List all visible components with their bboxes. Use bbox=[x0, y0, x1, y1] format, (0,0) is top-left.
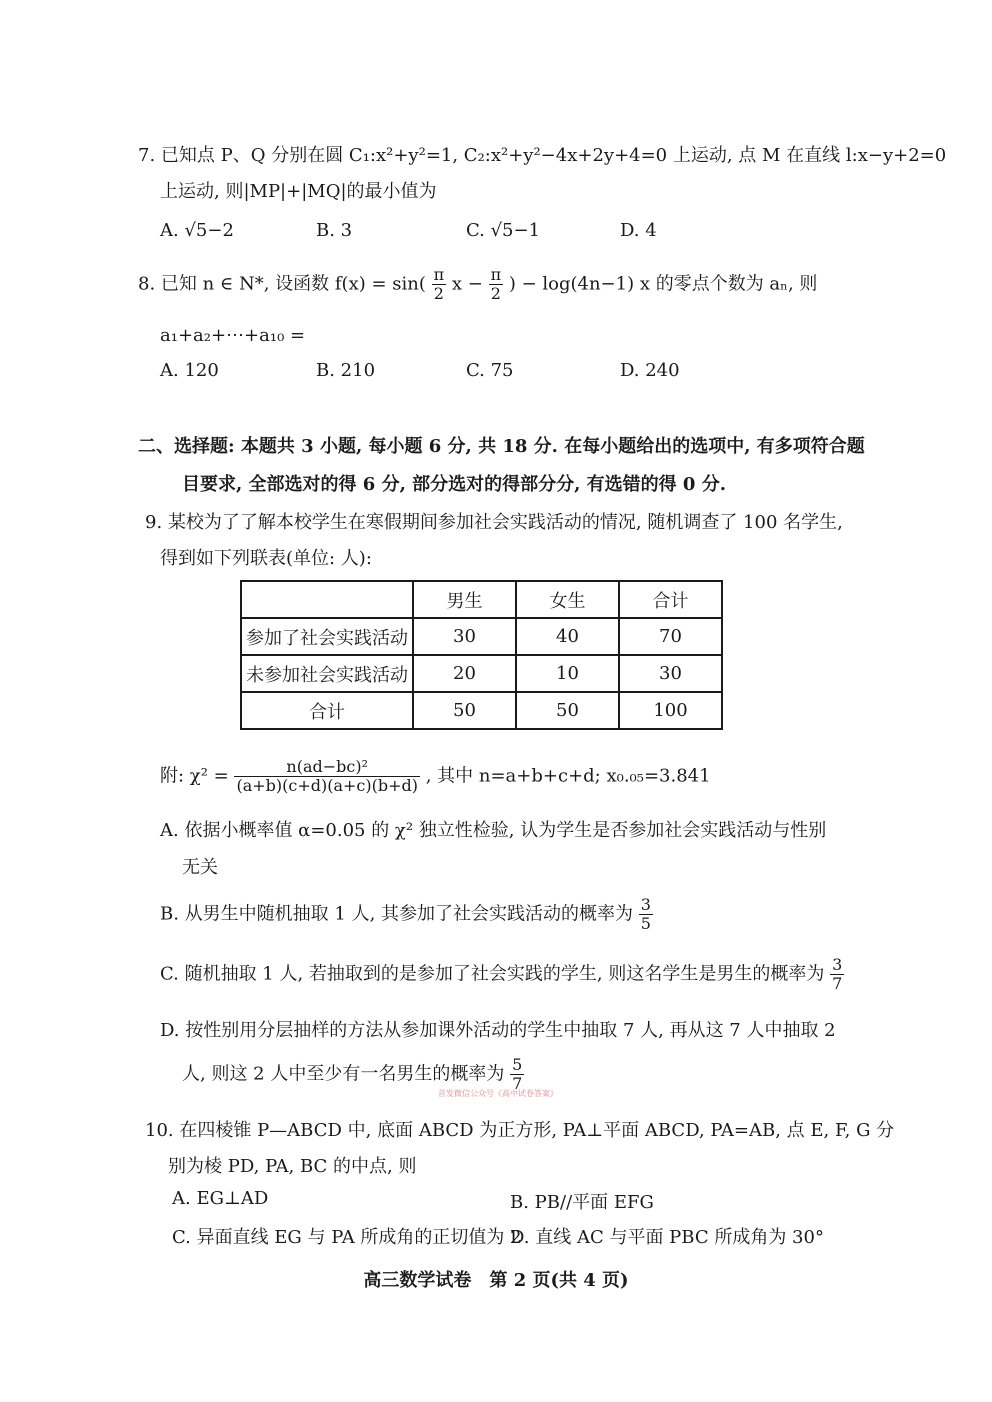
page-footer: 高三数学试卷 第 2 页(共 4 页) bbox=[363, 1270, 629, 1291]
q8-option-a: A. 120 bbox=[160, 360, 219, 381]
table-cell: 50 bbox=[516, 692, 619, 729]
table-cell: 50 bbox=[413, 692, 516, 729]
q9-option-b-text: B. 从男生中随机抽取 1 人, 其参加了社会实践活动的概率为 bbox=[160, 903, 634, 925]
q8-option-d: D. 240 bbox=[620, 360, 680, 381]
q10-option-c: C. 异面直线 EG 与 PA 所成角的正切值为 2 bbox=[172, 1227, 522, 1248]
q10-option-a: A. EG⊥AD bbox=[172, 1188, 269, 1209]
table-header-cell: 合计 bbox=[619, 581, 722, 618]
q8-frac1-den: 2 bbox=[433, 284, 444, 303]
table-cell: 20 bbox=[413, 655, 516, 692]
q9-contingency-table bbox=[240, 580, 723, 730]
q9-option-a-line2: 无关 bbox=[182, 857, 218, 878]
q7-stem-line2: 上运动, 则|MP|+|MQ|的最小值为 bbox=[160, 181, 437, 202]
table-cell: 30 bbox=[413, 618, 516, 655]
table-row bbox=[241, 618, 722, 655]
table-header-row bbox=[241, 581, 722, 618]
table-cell: 参加了社会实践活动 bbox=[241, 618, 413, 655]
q7-option-d: D. 4 bbox=[620, 220, 657, 241]
q8-frac2-num: π bbox=[490, 265, 502, 284]
fraction-numerator: 3 bbox=[640, 895, 651, 914]
formula-suffix: , 其中 n=a+b+c+d; x₀.₀₅=3.841 bbox=[425, 765, 711, 787]
formula-prefix: 附: χ² = bbox=[160, 765, 229, 787]
table-row bbox=[241, 692, 722, 729]
q8-option-c: C. 75 bbox=[466, 360, 514, 381]
q9-option-d-text: 人, 则这 2 人中至少有一名男生的概率为 bbox=[182, 1063, 505, 1085]
q9-stem-line1: 9. 某校为了了解本校学生在寒假期间参加社会实践活动的情况, 随机调查了 100 名学生, bbox=[145, 512, 843, 533]
q10-stem-line1: 10. 在四棱锥 P—ABCD 中, 底面 ABCD 为正方形, PA⊥平面 ABCD, PA=AB, 点 E, F, G 分 bbox=[145, 1120, 895, 1141]
table-cell: 未参加社会实践活动 bbox=[241, 655, 413, 692]
formula-numerator: n(ad−bc)² bbox=[234, 758, 420, 777]
q7-option-c: C. √5−1 bbox=[466, 220, 541, 241]
q8-frac1-num: π bbox=[433, 265, 445, 284]
table-cell: 40 bbox=[516, 618, 619, 655]
q8-stem-line2: a₁+a₂+⋯+a₁₀ = bbox=[160, 325, 306, 346]
fraction-numerator: 5 bbox=[512, 1055, 523, 1074]
section2-instructions-line2: 目要求, 全部选对的得 6 分, 部分选对的得部分分, 有选错的得 0 分. bbox=[182, 474, 726, 495]
q8-fraction-1 bbox=[432, 266, 447, 303]
q9-chi-square-formula bbox=[160, 758, 711, 795]
table-cell: 100 bbox=[619, 692, 722, 729]
q10-option-b: B. PB//平面 EFG bbox=[510, 1192, 654, 1213]
q8-option-b: B. 210 bbox=[316, 360, 376, 381]
q9-stem-line2: 得到如下列联表(单位: 人): bbox=[160, 548, 372, 569]
q8-stem-prefix: 8. 已知 n ∈ N*, 设函数 f(x) = sin( bbox=[138, 273, 426, 295]
q10-stem-line2: 别为棱 PD, PA, BC 的中点, 则 bbox=[168, 1156, 417, 1177]
q8-stem-line1 bbox=[138, 266, 817, 303]
q9-option-c-text: C. 随机抽取 1 人, 若抽取到的是参加了社会实践的学生, 则这名学生是男生的概率为 bbox=[160, 963, 825, 985]
fraction-denominator: 7 bbox=[832, 974, 843, 993]
fraction-denominator: 5 bbox=[640, 914, 651, 933]
formula-denominator: (a+b)(c+d)(a+c)(b+d) bbox=[236, 776, 418, 795]
q9-option-c bbox=[160, 956, 844, 993]
q9-option-b bbox=[160, 896, 653, 933]
q10-option-d: D. 直线 AC 与平面 PBC 所成角为 30° bbox=[510, 1227, 824, 1248]
q7-option-b: B. 3 bbox=[316, 220, 353, 241]
q9-option-d-line1: D. 按性别用分层抽样的方法从参加课外活动的学生中抽取 7 人, 再从这 7 人中抽取 2 bbox=[160, 1020, 836, 1041]
q8-frac2-den: 2 bbox=[490, 284, 501, 303]
fraction-denominator: 7 bbox=[512, 1074, 523, 1093]
watermark-text: 首发微信公众号《高中试卷答案》 bbox=[438, 1089, 558, 1098]
table-header-cell: 男生 bbox=[413, 581, 516, 618]
q8-stem-suffix: ) − log(4n−1) x 的零点个数为 aₙ, 则 bbox=[508, 273, 818, 295]
table-cell: 30 bbox=[619, 655, 722, 692]
q9-option-b-fraction bbox=[639, 896, 653, 933]
q7-option-a: A. √5−2 bbox=[160, 220, 234, 241]
table-header-cell: 女生 bbox=[516, 581, 619, 618]
q7-stem-line1: 7. 已知点 P、Q 分别在圆 C₁:x²+y²=1, C₂:x²+y²−4x+2y+4=0 上运动, 点 M 在直线 l:x−y+2=0 bbox=[138, 145, 947, 166]
q9-option-c-fraction bbox=[830, 956, 844, 993]
q8-fraction-2 bbox=[489, 266, 504, 303]
table-row bbox=[241, 655, 722, 692]
table-cell: 70 bbox=[619, 618, 722, 655]
formula-fraction bbox=[234, 758, 420, 795]
q8-stem-mid: x − bbox=[451, 273, 483, 295]
table-cell: 10 bbox=[516, 655, 619, 692]
section2-instructions-line1: 二、选择题: 本题共 3 小题, 每小题 6 分, 共 18 分. 在每小题给出的选项中, 有多项符合题 bbox=[138, 436, 865, 457]
q9-option-a-line1: A. 依据小概率值 α=0.05 的 χ² 独立性检验, 认为学生是否参加社会实践活动与性别 bbox=[160, 820, 827, 841]
fraction-numerator: 3 bbox=[832, 955, 843, 974]
table-cell: 合计 bbox=[241, 692, 413, 729]
table-header-cell bbox=[241, 581, 413, 618]
